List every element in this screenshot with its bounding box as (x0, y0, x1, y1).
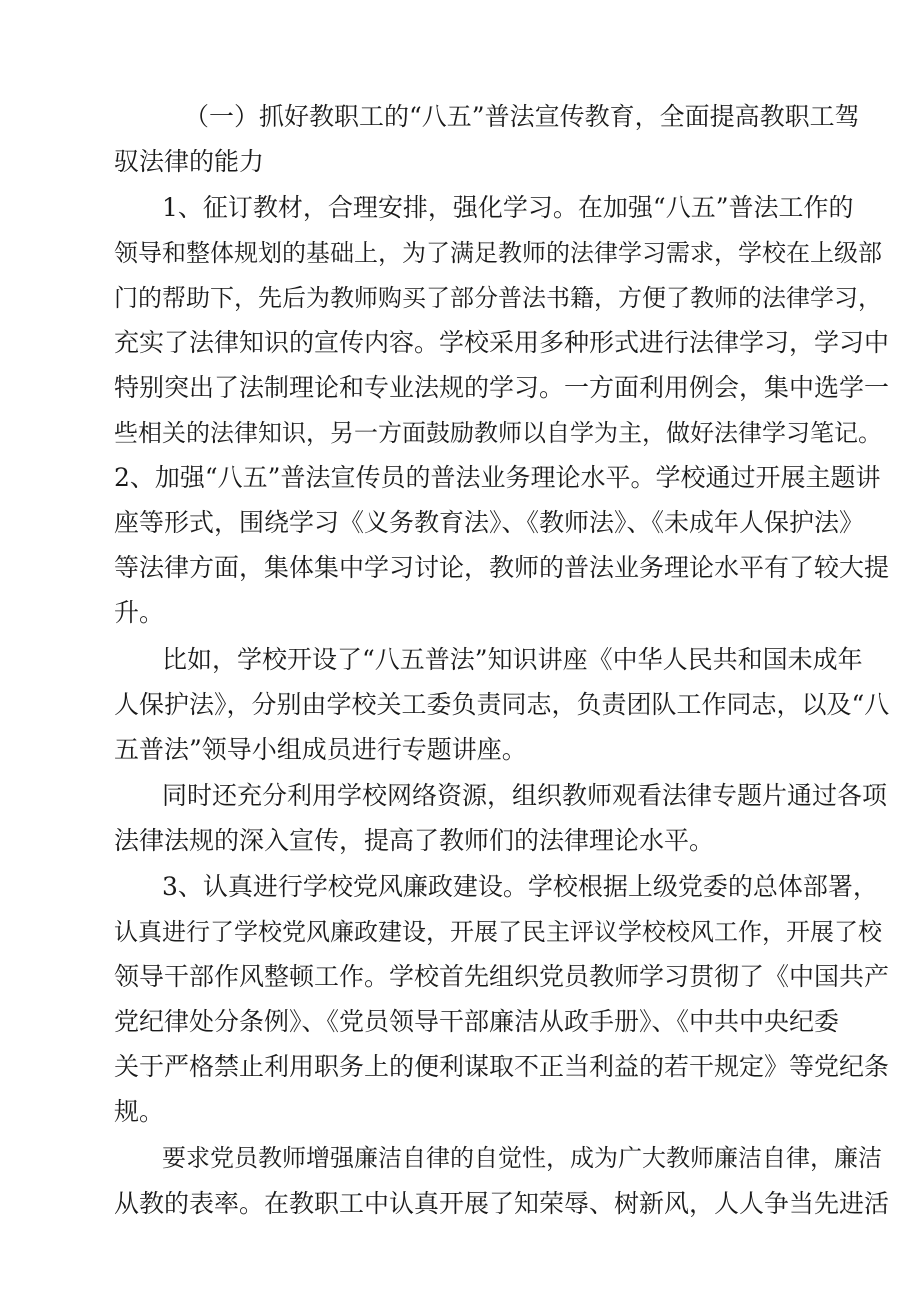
paragraph-5-line-6: 规。 (114, 1097, 165, 1126)
paragraph-1-line-2: 领导和整体规划的基础上，为了满足教师的法律学习需求，学校在上级部 (114, 239, 882, 267)
paragraph-2-line-4: 升。 (114, 598, 165, 627)
paragraph-4-line-1: 同时还充分利用学校网络资源，组织教师观看法律专题片通过各项 (162, 781, 888, 810)
paragraph-3-line-1: 比如，学校开设了“八五普法”知识讲座《中华人民共和国未成年 (162, 645, 863, 674)
paragraph-1-line-5: 特别突出了法制理论和专业法规的学习。一方面利用例会，集中选学一 (114, 373, 890, 402)
paragraph-5-line-1: 3、认真进行学校党风廉政建设。学校根据上级党委的总体部署， (162, 872, 878, 901)
paragraph-5-line-3: 领导干部作风整顿工作。学校首先组织党员教师学习贯彻了《中国共产 (114, 962, 890, 991)
paragraph-2-line-1: 2、加强“八五”普法宣传员的普法业务理论水平。学校通过开展主题讲 (114, 463, 881, 492)
paragraph-1-line-1: 1、征订教材，合理安排，强化学习。在加强“八五”普法工作的 (162, 193, 854, 222)
paragraph-5-line-2: 认真进行了学校党风廉政建设，开展了民主评议学校校风工作，开展了校 (114, 918, 882, 946)
paragraph-6-line-2: 从教的表率。在教职工中认真开展了知荣辱、树新风，人人争当先进活 (114, 1189, 890, 1218)
section-heading-line-1: （一）抓好教职工的“八五”普法宣传教育，全面提高教职工驾 (184, 102, 860, 131)
paragraph-4-line-2: 法律法规的深入宣传，提高了教师们的法律理论水平。 (114, 826, 715, 855)
paragraph-3-line-2: 人保护法》，分别由学校关工委负责同志，负责团队工作同志，以及“八 (114, 690, 890, 719)
paragraph-2-line-3: 等法律方面，集体集中学习讨论，教师的普法业务理论水平有了较大提 (114, 553, 890, 582)
paragraph-5-line-4: 党纪律处分条例》、《党员领导干部廉洁从政手册》、《中共中央纪委 (114, 1007, 840, 1036)
section-heading-line-2: 驭法律的能力 (114, 147, 265, 176)
paragraph-1-line-6: 些相关的法律知识，另一方面鼓励教师以自学为主，做好法律学习笔记。 (114, 419, 882, 447)
paragraph-1-line-3: 门的帮助下，先后为教师购买了部分普法书籍，方便了教师的法律学习， (114, 284, 882, 312)
paragraph-1-line-4: 充实了法律知识的宣传内容。学校采用多种形式进行法律学习，学习中 (114, 328, 890, 357)
paragraph-6-line-1: 要求党员教师增强廉洁自律的自觉性，成为广大教师廉洁自律，廉洁 (162, 1144, 882, 1172)
paragraph-5-line-5: 关于严格禁止利用职务上的便利谋取不正当利益的若干规定》等党纪条 (114, 1052, 890, 1081)
paragraph-3-line-3: 五普法”领导小组成员进行专题讲座。 (114, 735, 527, 764)
paragraph-2-line-2: 座等形式，围绕学习《义务教育法》、《教师法》、《未成年人保护法》 (114, 508, 865, 537)
